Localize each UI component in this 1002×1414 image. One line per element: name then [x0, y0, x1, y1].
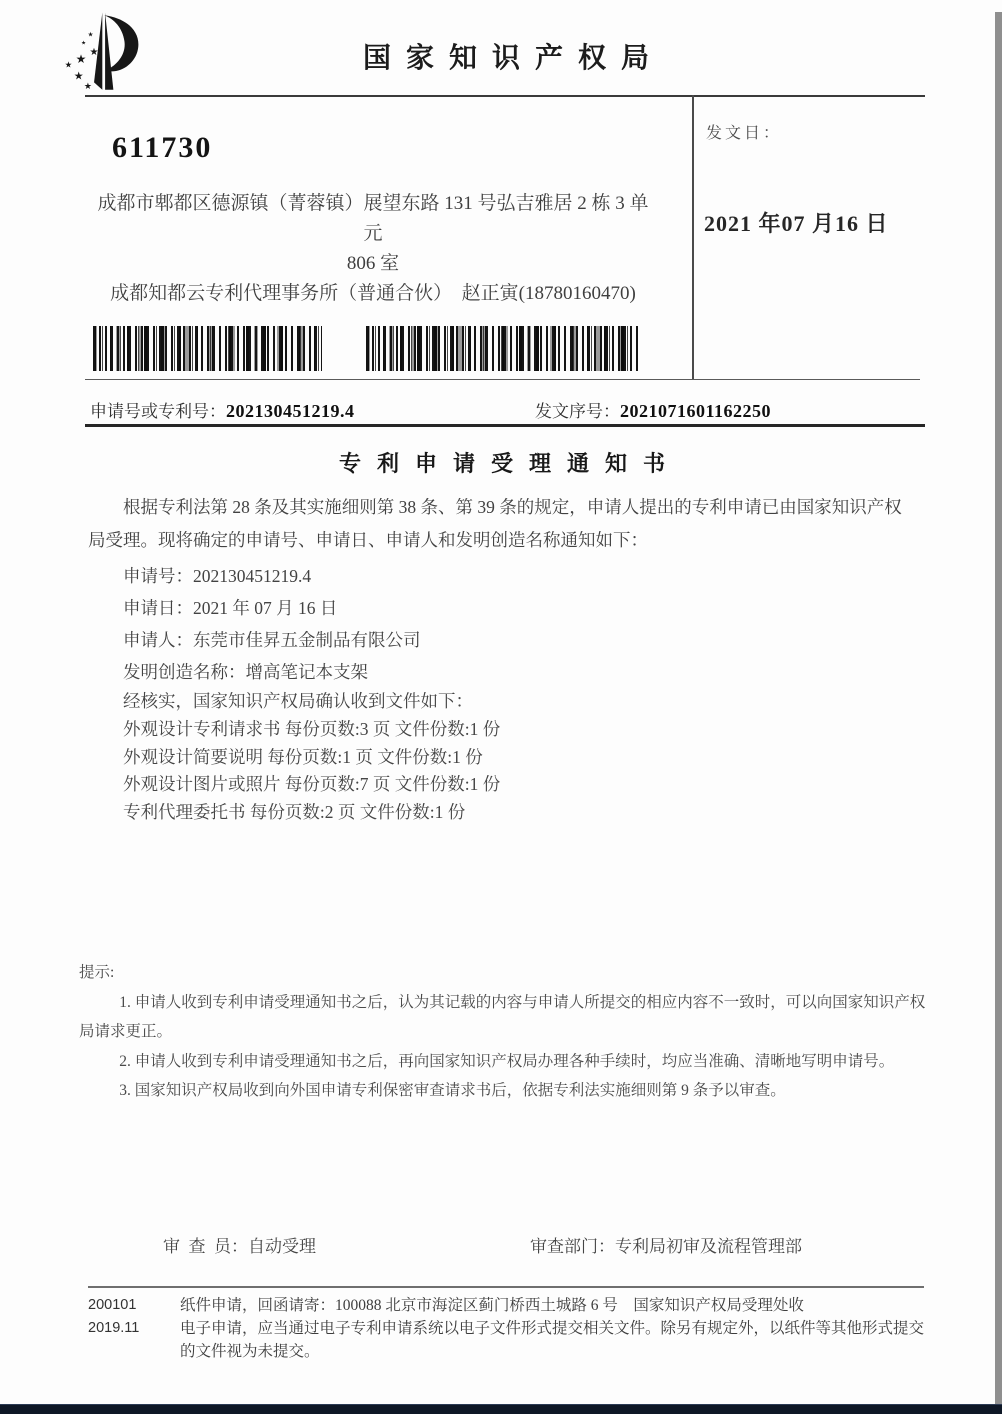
notice-title: 专利申请受理通知书 — [338, 451, 681, 476]
tip-item-3: 3. 国家知识产权局收到向外国申请专利保密审查请求书后，依据专利法实施细则第 9 条予以审查。 — [119, 1082, 786, 1099]
svg-text:★: ★ — [89, 46, 99, 58]
notice-body — [88, 441, 914, 827]
received-doc-item: 外观设计图片或照片 每份页数:7 页 文件份数:1 份 — [123, 774, 501, 795]
field-applicant: 申请人：东莞市佳昇五金制品有限公司 — [123, 630, 421, 650]
meta-row-rule — [85, 424, 925, 427]
svg-text:★: ★ — [83, 80, 93, 91]
footer-rule — [88, 1286, 924, 1288]
department-group — [513, 1212, 802, 1277]
tips-section — [79, 958, 932, 1106]
serial-number-value: 2021071601162250 — [620, 401, 772, 421]
svg-text:★: ★ — [87, 31, 94, 39]
dispatch-date-value: 2021 年07 月16 日 — [704, 211, 889, 236]
page-edge-shadow-right — [995, 12, 1002, 1404]
page-edge-shadow-bottom — [0, 1404, 1002, 1414]
notice-fields — [123, 560, 914, 688]
application-number-label: 申请号或专利号： — [90, 402, 226, 421]
org-title: 国家知识产权局 — [362, 42, 664, 73]
footer-form-version: 2019.11 — [88, 1320, 140, 1336]
svg-text:★: ★ — [73, 70, 84, 83]
dispatch-box-divider — [692, 95, 694, 380]
barcode-left — [93, 326, 322, 371]
dispatch-date-label: 发文日： — [706, 125, 783, 142]
department-label: 审查部门： — [530, 1237, 615, 1256]
notice-intro: 根据专利法第 28 条及其实施细则第 38 条、第 39 条的规定，申请人提出的专利申请已由国家知识产权局受理。现将确定的申请号、申请日、申请人和发明创造名称通知如下： — [88, 497, 902, 550]
application-number-group — [90, 397, 355, 422]
serial-number-label: 发文序号： — [535, 402, 620, 421]
header-rule — [85, 95, 925, 97]
tips-label: 提示: — [79, 964, 115, 981]
barcode-right — [366, 326, 638, 371]
agency-line: 成都知都云专利代理事务所（普通合伙） 赵正寅(18780160470) — [110, 283, 636, 304]
examiner-group — [146, 1212, 316, 1277]
footer-note-electronic: 电子申请，应当通过电子专利申请系统以电子文件形式提交相关文件。除另有规定外，以纸件等其他形式提交的文件视为未提交。 — [180, 1320, 925, 1360]
footer-notes — [88, 1294, 930, 1363]
examiner-label: 审 查 员： — [163, 1237, 248, 1256]
application-number-value: 202130451219.4 — [226, 401, 355, 421]
dispatch-box-bottom-rule — [85, 379, 920, 380]
address-line-2: 806 室 — [346, 253, 400, 274]
postal-code: 611730 — [112, 131, 213, 164]
department-value: 专利局初审及流程管理部 — [615, 1237, 802, 1256]
footer-form-code: 200101 — [88, 1297, 137, 1313]
address-line-1: 成都市郫都区德源镇（菁蓉镇）展望东路 131 号弘吉雅居 2 栋 3 单元 — [97, 193, 649, 244]
received-intro: 经核实，国家知识产权局确认收到文件如下： — [123, 691, 473, 711]
field-application-date: 申请日：2021 年 07 月 16 日 — [123, 598, 338, 618]
svg-text:★: ★ — [64, 60, 73, 70]
examiner-value: 自动受理 — [248, 1237, 316, 1256]
field-application-number: 申请号：202130451219.4 — [123, 566, 312, 586]
footer-note-paper: 纸件申请，回函请寄：100088 北京市海淀区蓟门桥西土城路 6 号 国家知识产权局受理处收 — [180, 1297, 804, 1314]
received-documents — [123, 688, 914, 827]
received-doc-item: 专利代理委托书 每份页数:2 页 文件份数:1 份 — [123, 802, 466, 823]
received-doc-item: 外观设计简要说明 每份页数:1 页 文件份数:1 份 — [123, 746, 483, 767]
svg-text:★: ★ — [75, 52, 87, 67]
received-doc-item: 外观设计专利请求书 每份页数:3 页 文件份数:1 份 — [123, 718, 501, 739]
tip-item-1: 1. 申请人收到专利申请受理通知书之后，认为其记载的内容与申请人所提交的相应内容不一致时，可以向国家知识产权局请求更正。 — [79, 993, 926, 1040]
svg-text:★: ★ — [81, 40, 87, 47]
recipient-address — [90, 189, 656, 309]
serial-number-group — [535, 397, 771, 422]
field-invention-title: 发明创造名称：增高笔记本支架 — [123, 662, 368, 682]
tip-item-2: 2. 申请人收到专利申请受理通知书之后，再向国家知识产权局办理各种手续时，均应当准确、清晰地写明申请号。 — [119, 1052, 895, 1070]
